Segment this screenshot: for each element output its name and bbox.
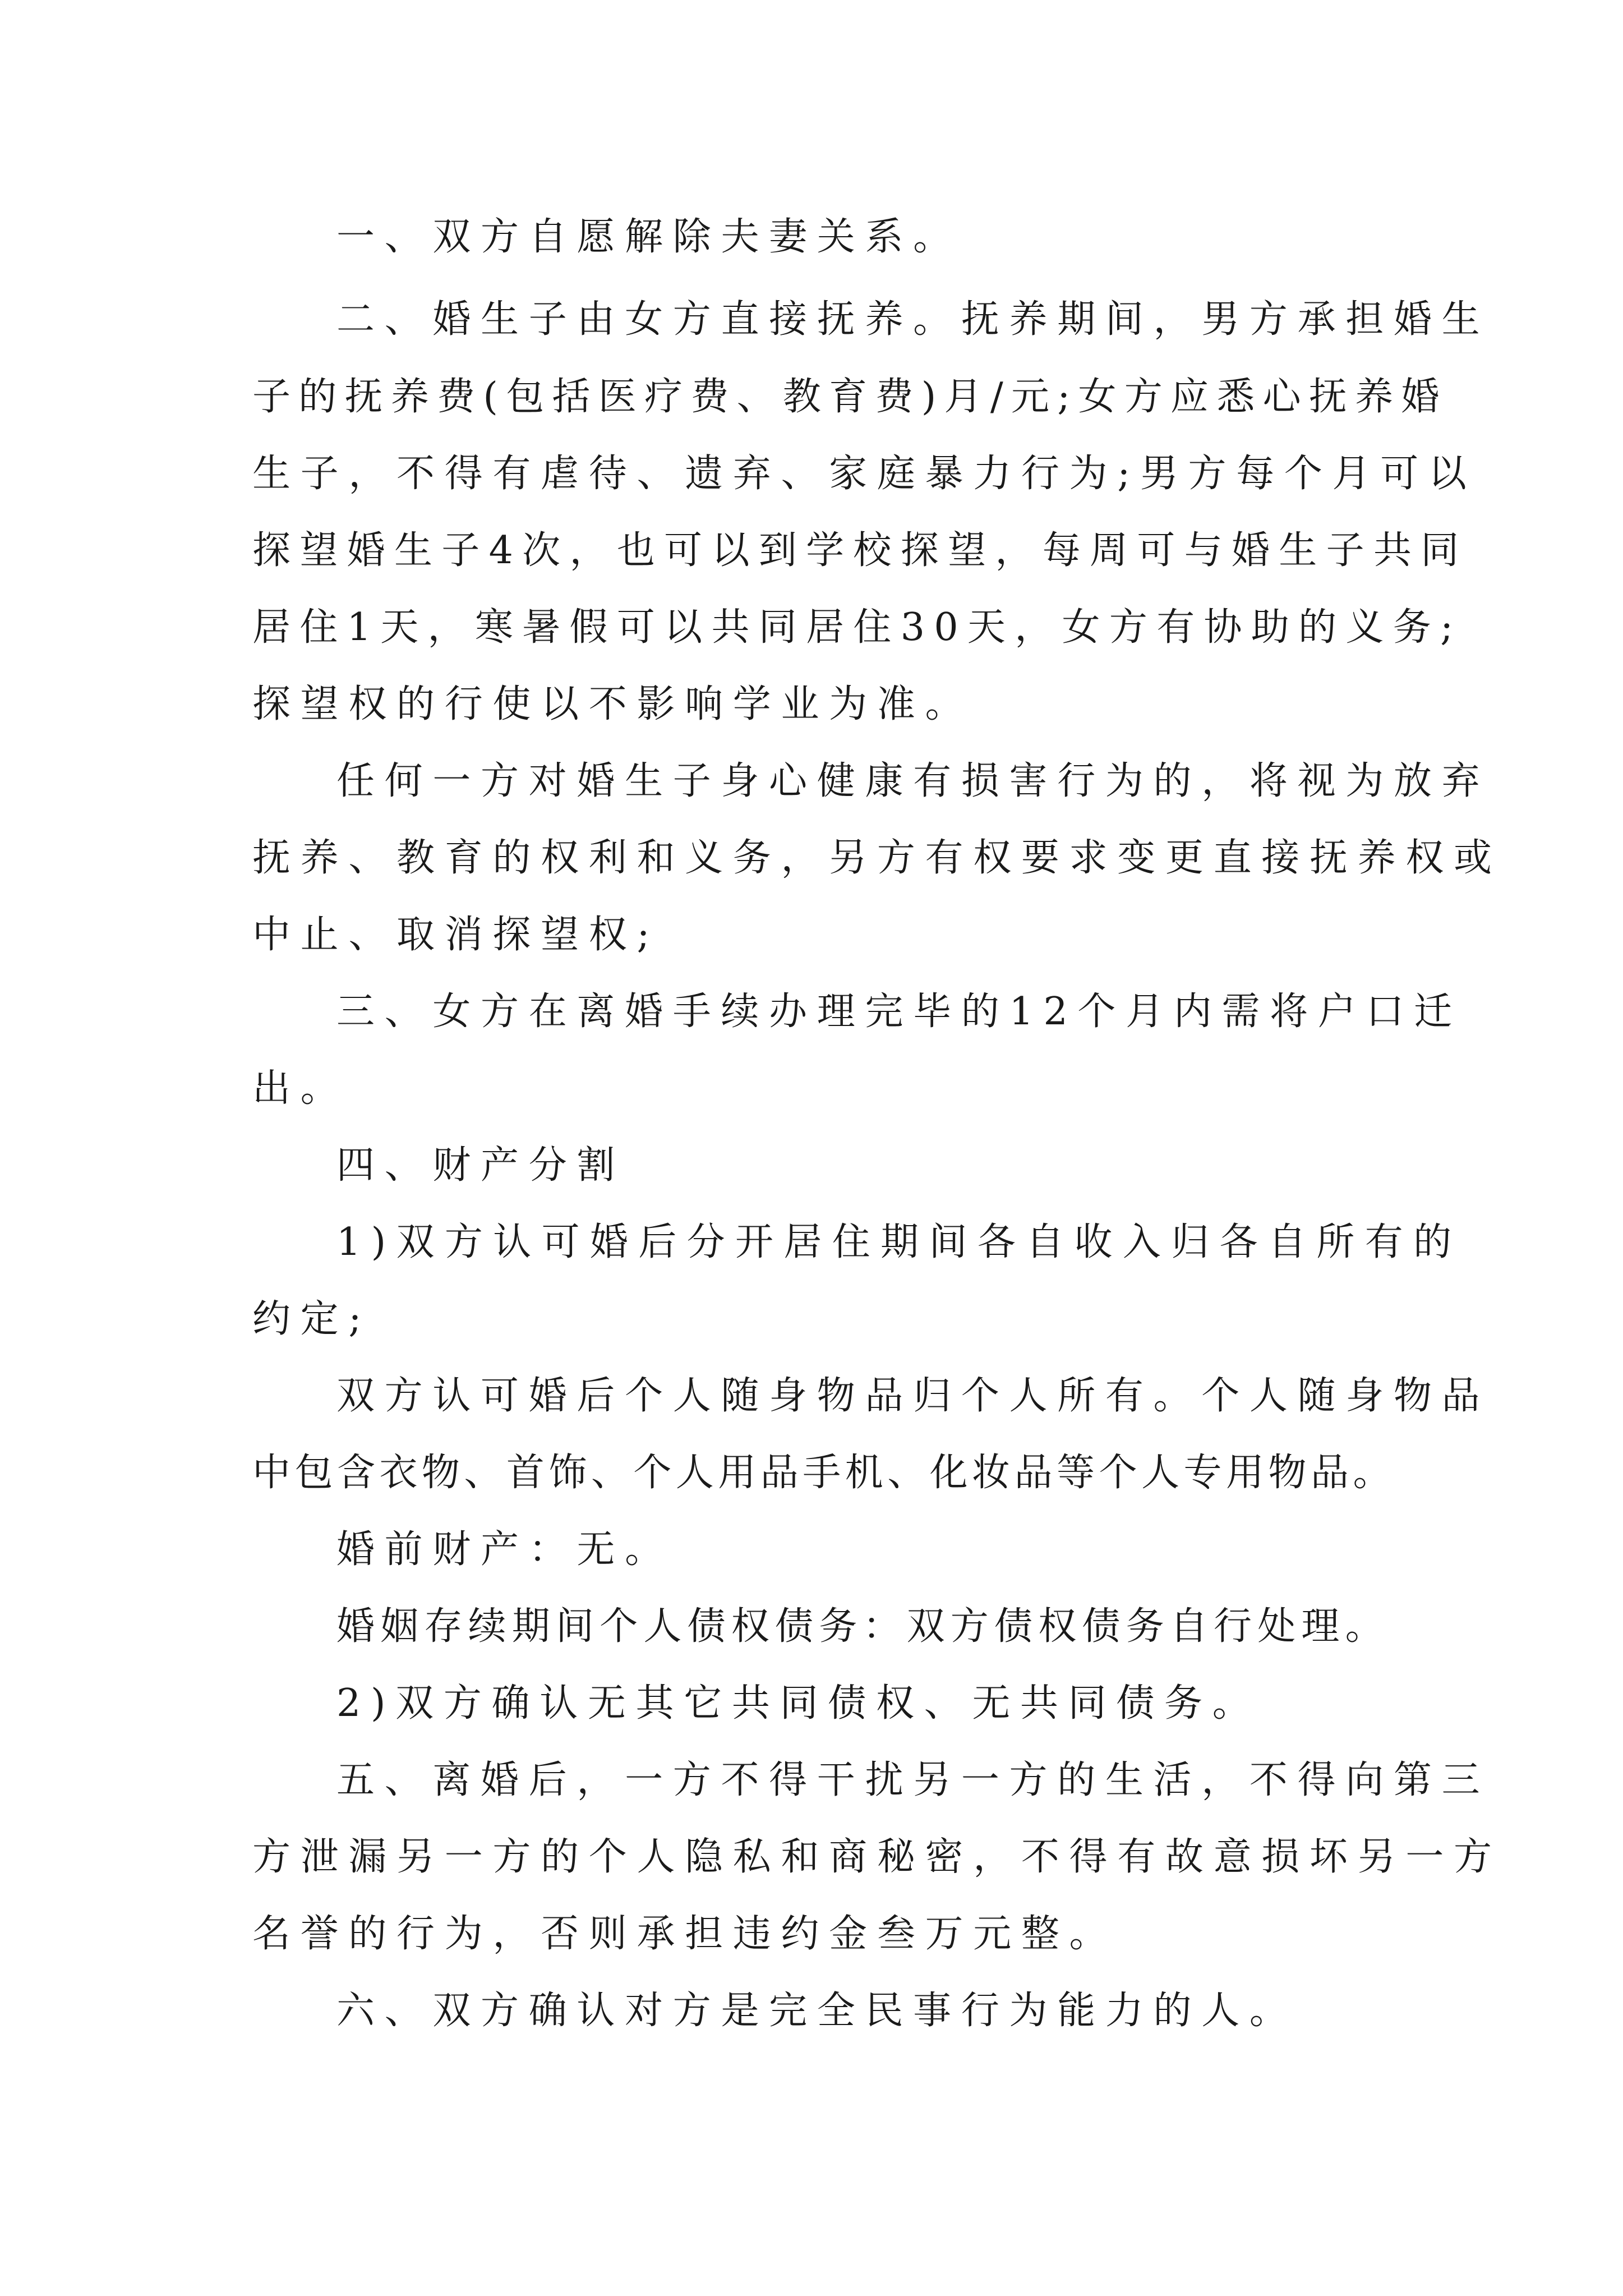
text-line: 二、婚生子由女方直接抚养。抚养期间，男方承担婚生 (336, 297, 1490, 342)
text-line: 六、双方确认对方是完全民事行为能力的人。 (336, 1989, 1298, 2033)
text-line: 子的抚养费(包括医疗费、教育费)月/元;女方应悉心抚养婚 (252, 375, 1447, 419)
text-line: 中包含衣物、首饰、个人用品手机、化妆品等个人专用物品。 (252, 1451, 1395, 1495)
text-line: 任何一方对婚生子身心健康有损害行为的，将视为放弃 (336, 759, 1490, 803)
text-line: 四、财产分割 (336, 1143, 625, 1188)
text-line: 约定; (252, 1297, 371, 1341)
text-line: 方泄漏另一方的个人隐私和商秘密，不得有故意损坏另一方 (252, 1835, 1502, 1879)
text-line: 名誉的行为，否则承担违约金叁万元整。 (252, 1912, 1118, 1956)
text-line: 生子，不得有虐待、遗弃、家庭暴力行为;男方每个月可以 (252, 452, 1477, 496)
text-line: 婚姻存续期间个人债权债务：双方债权债务自行处理。 (336, 1604, 1389, 1649)
text-line: 三、女方在离婚手续办理完毕的12个月内需将户口迁 (336, 990, 1462, 1034)
text-line: 五、离婚后，一方不得干扰另一方的生活，不得向第三 (336, 1758, 1490, 1802)
text-line: 居住1天，寒暑假可以共同居住30天，女方有协助的义务; (252, 605, 1463, 650)
text-line: 一、双方自愿解除夫妻关系。 (336, 215, 961, 259)
text-line: 中止、取消探望权; (252, 913, 660, 957)
text-line: 1)双方认可婚后分开居住期间各自收入归各自所有的 (336, 1220, 1462, 1264)
text-line: 婚前财产：无。 (336, 1527, 673, 1572)
text-line: 双方认可婚后个人随身物品归个人所有。个人随身物品 (336, 1374, 1490, 1418)
text-line: 探望婚生子4次，也可以到学校探望，每周可与婚生子共同 (252, 528, 1468, 573)
text-line: 出。 (252, 1066, 349, 1111)
text-line: 2)双方确认无其它共同债权、无共同债务。 (336, 1681, 1261, 1726)
text-line: 抚养、教育的权利和义务，另方有权要求变更直接抚养权或 (252, 836, 1502, 880)
text-line: 探望权的行使以不影响学业为准。 (252, 682, 974, 726)
